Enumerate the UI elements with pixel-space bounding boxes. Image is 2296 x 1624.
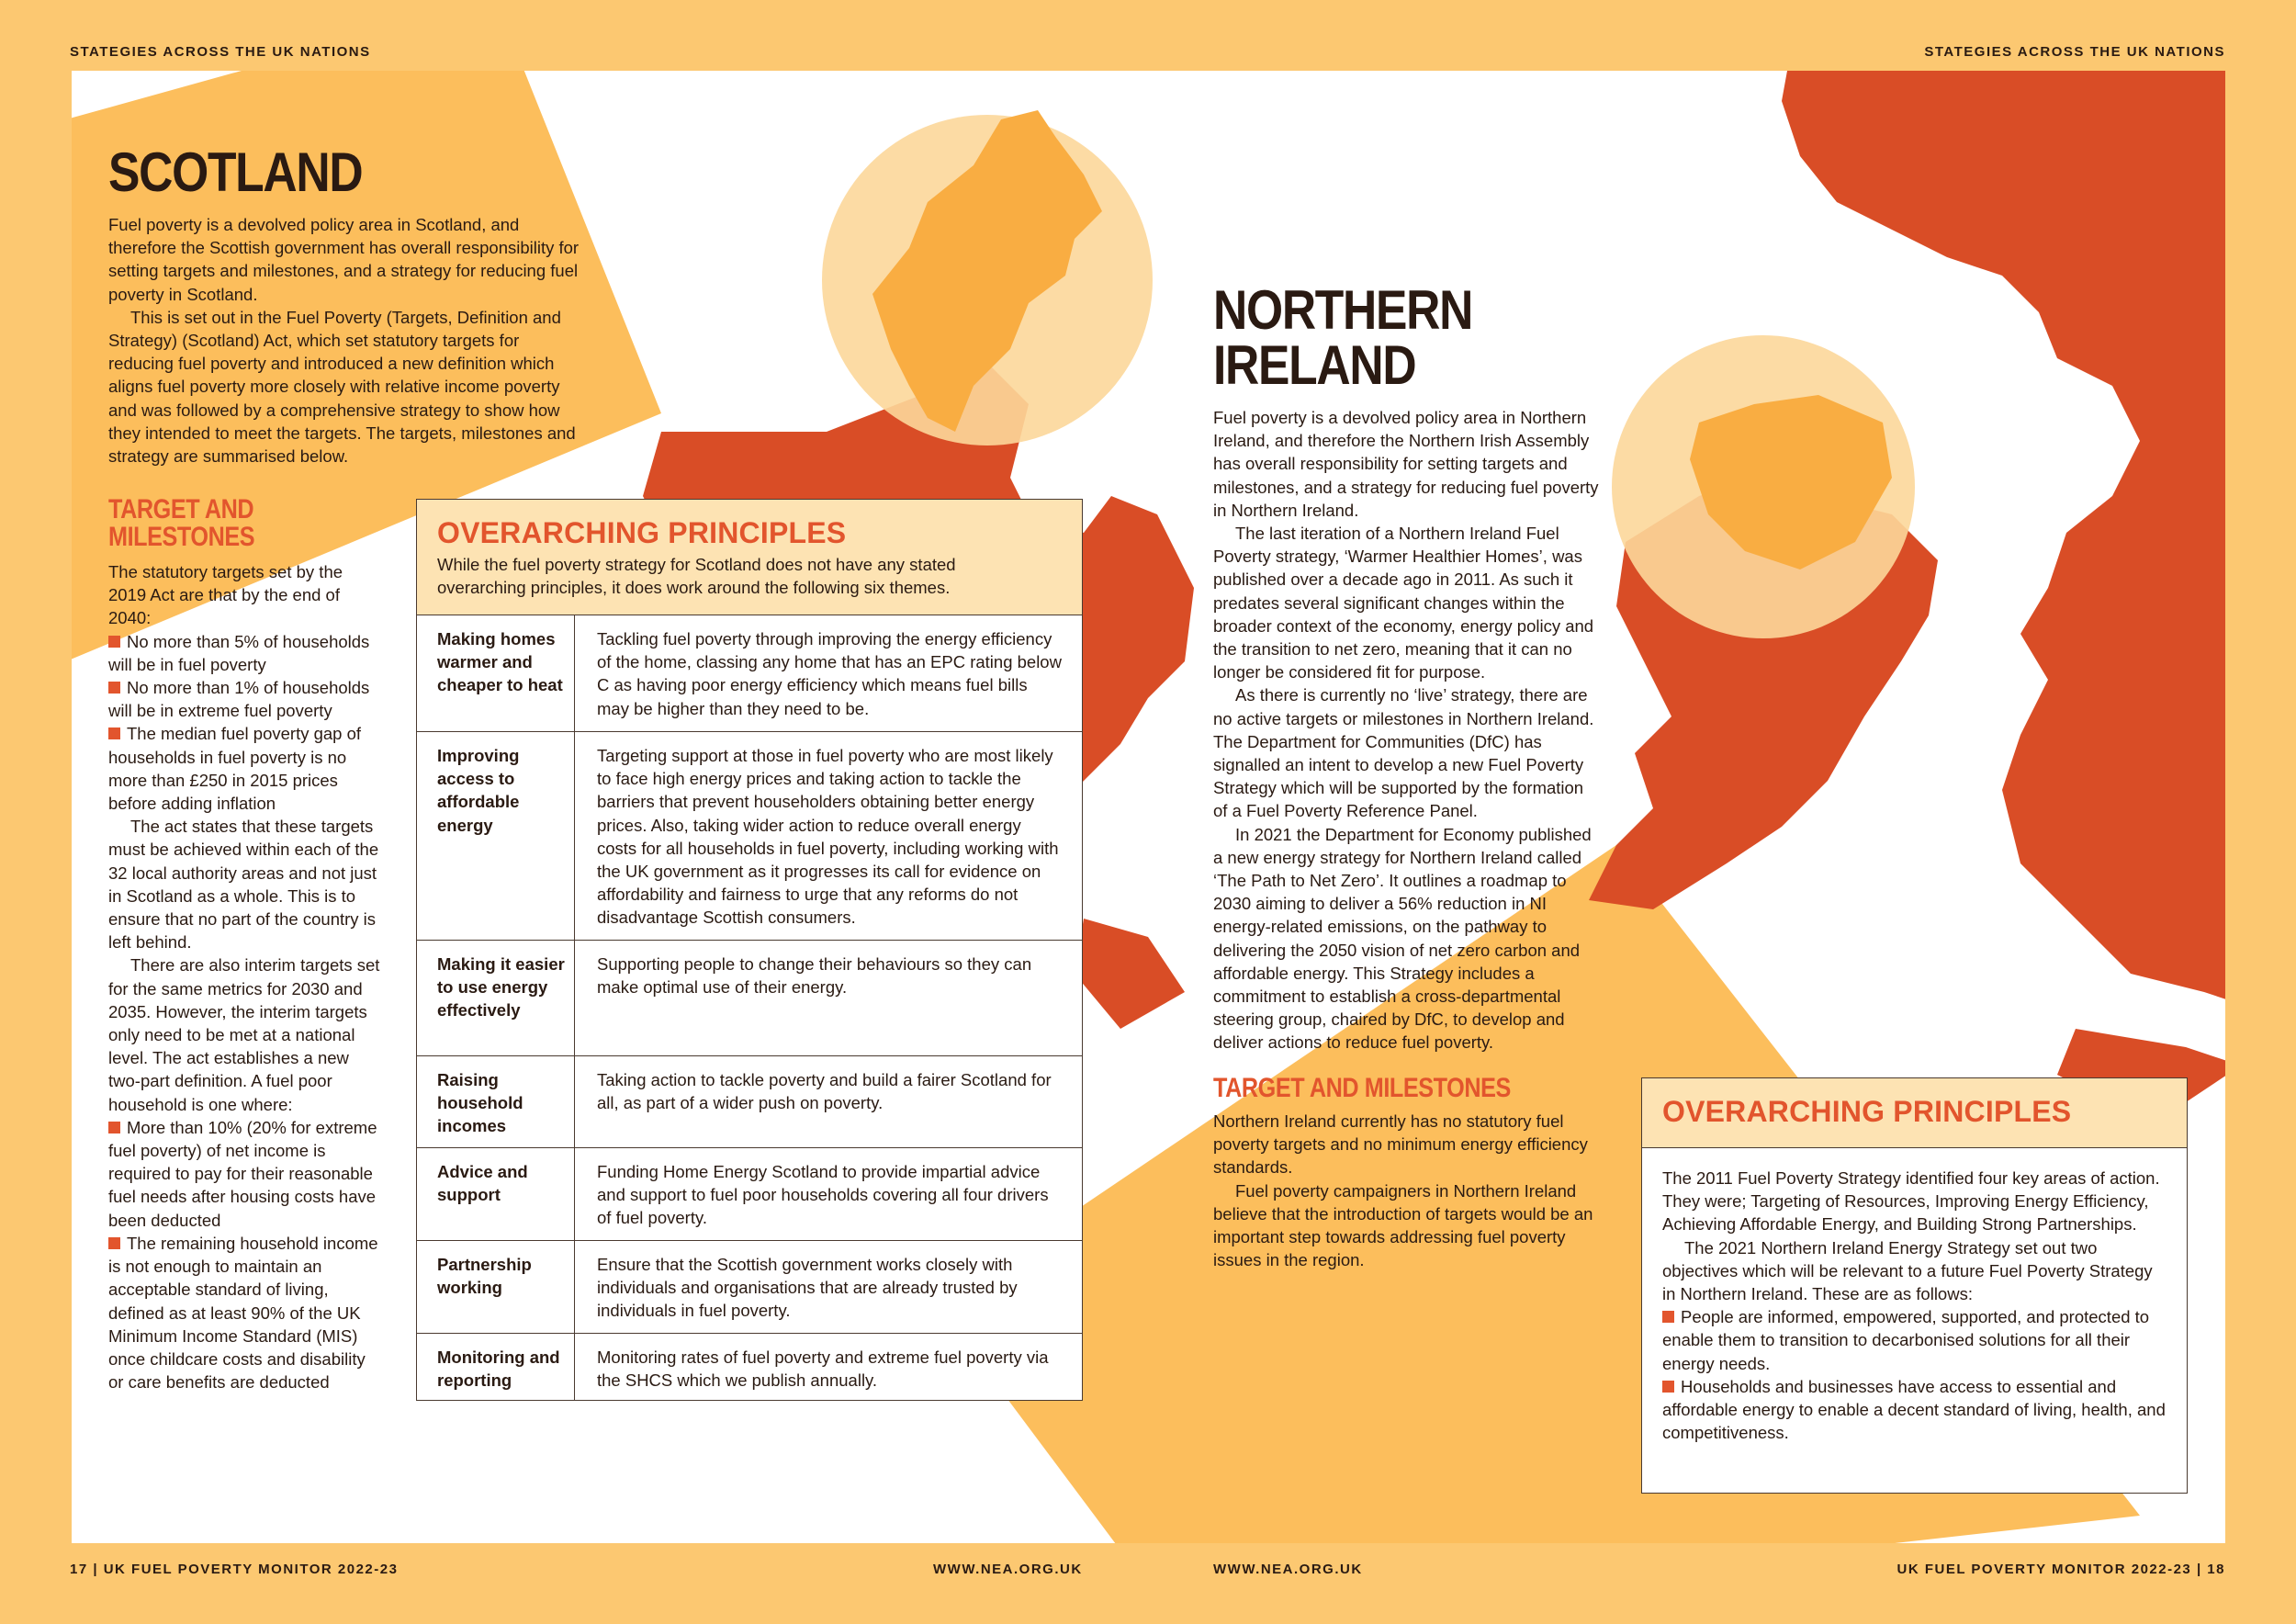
table-row <box>417 1333 1082 1400</box>
theme-name: Making homes warmer and cheaper to heat <box>417 615 575 731</box>
ni-principles-paragraph: The 2011 Fuel Poverty Strategy identified four key areas of action. They were; Targeting of Resources, Improving Energy Efficiency, Achieving Affordable Energy, and Building Strong Partnerships. <box>1662 1168 2160 1235</box>
running-header-right: STATEGIES ACROSS THE UK NATIONS <box>1924 44 2225 60</box>
list-item: Households and businesses have access to essential and affordable energy to enable a decent standard of living, health, and competitiveness. <box>1662 1376 2166 1443</box>
scotland-title: SCOTLAND <box>108 141 363 203</box>
theme-description: Targeting support at those in fuel poverty who are most likely to face high energy prices and taking action to tackle the barriers that prevent householders obtaining better energy prices. Also, taking wider action to reduce overall energy costs for all households in fuel poverty, including working with the UK government as it progresses its call for evidence on affordability and fairness to urge that any reforms do not disadvantage Scottish consumers. <box>597 746 1059 928</box>
theme-name: Partnership working <box>417 1241 575 1333</box>
theme-description: Taking action to tackle poverty and build a fairer Scotland for all, as part of a wider push on poverty. <box>597 1070 1052 1113</box>
list-item: More than 10% (20% for extreme fuel poverty) of net income is required to pay for their reasonable fuel needs after housing costs have been deducted <box>108 1117 377 1230</box>
ni-paragraph: The last iteration of a Northern Ireland Fuel Poverty strategy, ‘Warmer Healthier Homes’, was published over a decade ago in 2011. As such it predates several significant changes within the broader context of the economy, energy policy and the transition to net zero, meaning that it can no longer be considered fit for purpose. <box>1213 524 1594 682</box>
table-row <box>417 615 1082 731</box>
theme-description: Tackling fuel poverty through improving the energy efficiency of the home, classing any home that has an EPC rating below C as having poor energy efficiency which means fuel bills may be higher than they need to be. <box>597 629 1062 718</box>
scotland-paragraph: Fuel poverty is a devolved policy area in Scotland, and therefore the Scottish government has overall responsibility for setting targets and milestones, and a strategy for reducing fuel poverty in Scotland. <box>108 215 580 304</box>
ni-principles-box <box>1641 1077 2188 1494</box>
ni-paragraph: In 2021 the Department for Economy published a new energy strategy for Northern Ireland called ‘The Path to Net Zero’. It outlines a roadmap to 2030 aiming to deliver a 56% reduction in NI energy-related emissions, on the pathway to delivering the 2050 vision of net zero carbon and affordable energy. This Strategy includes a commitment to establish a cross-departmental steering group, chaired by DfC, to develop and deliver actions to reduce fuel poverty. <box>1213 824 1592 1053</box>
scotland-targets-title: TARGET AND MILESTONES <box>108 494 255 552</box>
scotland-principles-box <box>416 499 1083 1401</box>
ni-principles-paragraph: The 2021 Northern Ireland Energy Strategy set out two objectives which will be relevant to a future Fuel Poverty Strategy in Northern Ireland. These are as follows: <box>1662 1237 2153 1304</box>
scotland-principles-title: OVERARCHING PRINCIPLES <box>437 516 847 549</box>
bullet-square-icon <box>108 1237 120 1249</box>
ni-targets-paragraph: Northern Ireland currently has no statutory fuel poverty targets and no minimum energy efficiency standards. <box>1213 1111 1588 1178</box>
bullet-square-icon <box>108 1122 120 1133</box>
theme-name: Raising household incomes <box>417 1056 575 1147</box>
list-item: The median fuel poverty gap of households in fuel poverty is no more than £250 in 2015 prices before adding inflation <box>108 724 362 814</box>
table-row <box>417 1055 1082 1147</box>
footer-url-left[interactable]: WWW.NEA.ORG.UK <box>933 1562 1083 1577</box>
ni-targets-title: TARGET AND MILESTONES <box>1213 1073 1511 1103</box>
theme-description: Funding Home Energy Scotland to provide impartial advice and support to fuel poor households covering all four drivers of fuel poverty. <box>597 1162 1049 1228</box>
scotland-intro <box>108 141 586 468</box>
ni-targets-text <box>1213 1110 1608 1271</box>
scotland-targets-text <box>108 560 382 1393</box>
list-item: No more than 1% of households will be in extreme fuel poverty <box>108 678 370 721</box>
bullet-square-icon <box>108 682 120 694</box>
scotland-paragraph: This is set out in the Fuel Poverty (Targets, Definition and Strategy) (Scotland) Act, which set statutory targets for reducing fuel poverty and introduced a new definition which aligns fuel poverty more closely with relative income poverty and was followed by a comprehensive strategy to show how they intended to meet the targets. The targets, milestones and strategy are summarised below. <box>108 307 576 467</box>
bullet-square-icon <box>108 636 120 648</box>
ni-targets-paragraph: Fuel poverty campaigners in Northern Ireland believe that the introduction of targets would be an important step towards addressing fuel poverty issues in the region. <box>1213 1180 1593 1270</box>
principles-header <box>1642 1078 2187 1148</box>
table-row <box>417 731 1082 940</box>
footer-left: 17 | UK FUEL POVERTY MONITOR 2022-23 <box>70 1562 399 1577</box>
table-row <box>417 1147 1082 1240</box>
ni-principles-title: OVERARCHING PRINCIPLES <box>1662 1095 2072 1128</box>
ni-principles-text <box>1642 1148 2187 1459</box>
targets-intro: The statutory targets set by the 2019 Act are that by the end of 2040: <box>108 562 343 628</box>
table-row <box>417 940 1082 1055</box>
northern-ireland-title: NORTHERN IRELAND <box>1213 279 1473 396</box>
northern-ireland-targets <box>1213 1075 1608 1271</box>
list-item: No more than 5% of households will be in fuel poverty <box>108 631 370 674</box>
scotland-principles-intro: While the fuel poverty strategy for Scotland does not have any stated overarching principles, it does work around the following six themes. <box>437 555 956 597</box>
list-item: The remaining household income is not enough to maintain an acceptable standard of living, defined as at least 90% of the UK Minimum Income Standard (MIS) once childcare costs and disability or care benefits are deducted <box>108 1233 378 1393</box>
themes-table <box>417 615 1082 1400</box>
northern-ireland-intro-text <box>1213 406 1599 1054</box>
footer-url-right[interactable]: WWW.NEA.ORG.UK <box>1213 1562 1363 1577</box>
table-row <box>417 1240 1082 1333</box>
footer-right: UK FUEL POVERTY MONITOR 2022-23 | 18 <box>1896 1562 2225 1577</box>
ni-paragraph: As there is currently no ‘live’ strategy, there are no active targets or milestones in Northern Ireland. The Department for Communities (DfC) has signalled an intent to develop a new Fuel Poverty Strategy which will be supported by the formation of a Fuel Poverty Reference Panel. <box>1213 685 1594 821</box>
theme-name: Advice and support <box>417 1148 575 1240</box>
bullet-square-icon <box>108 727 120 739</box>
principles-header <box>417 500 1082 615</box>
theme-name: Making it easier to use energy effectively <box>417 941 575 1055</box>
northern-ireland-intro <box>1213 279 1599 1054</box>
targets-paragraph: There are also interim targets set for the same metrics for 2030 and 2035. However, the interim targets only need to be met at a national level. The act establishes a new two-part definition. A fuel poor household is one where: <box>108 955 380 1114</box>
theme-name: Monitoring and reporting <box>417 1334 575 1400</box>
scotland-intro-text <box>108 213 586 468</box>
bullet-square-icon <box>1662 1311 1674 1323</box>
theme-description: Monitoring rates of fuel poverty and extreme fuel poverty via the SHCS which we publish annually. <box>597 1348 1049 1391</box>
theme-description: Ensure that the Scottish government works closely with individuals and organisations that are already trusted by individuals in fuel poverty. <box>597 1255 1018 1321</box>
ni-paragraph: Fuel poverty is a devolved policy area in Northern Ireland, and therefore the Northern Irish Assembly has overall responsibility for setting targets and milestones, and a strategy for reducing fuel poverty in Northern Ireland. <box>1213 408 1599 520</box>
theme-name: Improving access to affordable energy <box>417 732 575 940</box>
theme-description: Supporting people to change their behaviours so they can make optimal use of their energy. <box>597 954 1032 998</box>
running-header-left: STATEGIES ACROSS THE UK NATIONS <box>70 44 371 60</box>
bullet-square-icon <box>1662 1381 1674 1393</box>
list-item: People are informed, empowered, supported, and protected to enable them to transition to decarbonised solutions for all their energy needs. <box>1662 1307 2150 1373</box>
scotland-targets <box>108 496 382 1393</box>
targets-paragraph: The act states that these targets must be achieved within each of the 32 local authority areas and not just in Scotland as a whole. This is to ensure that no part of the country is left behind. <box>108 817 379 953</box>
